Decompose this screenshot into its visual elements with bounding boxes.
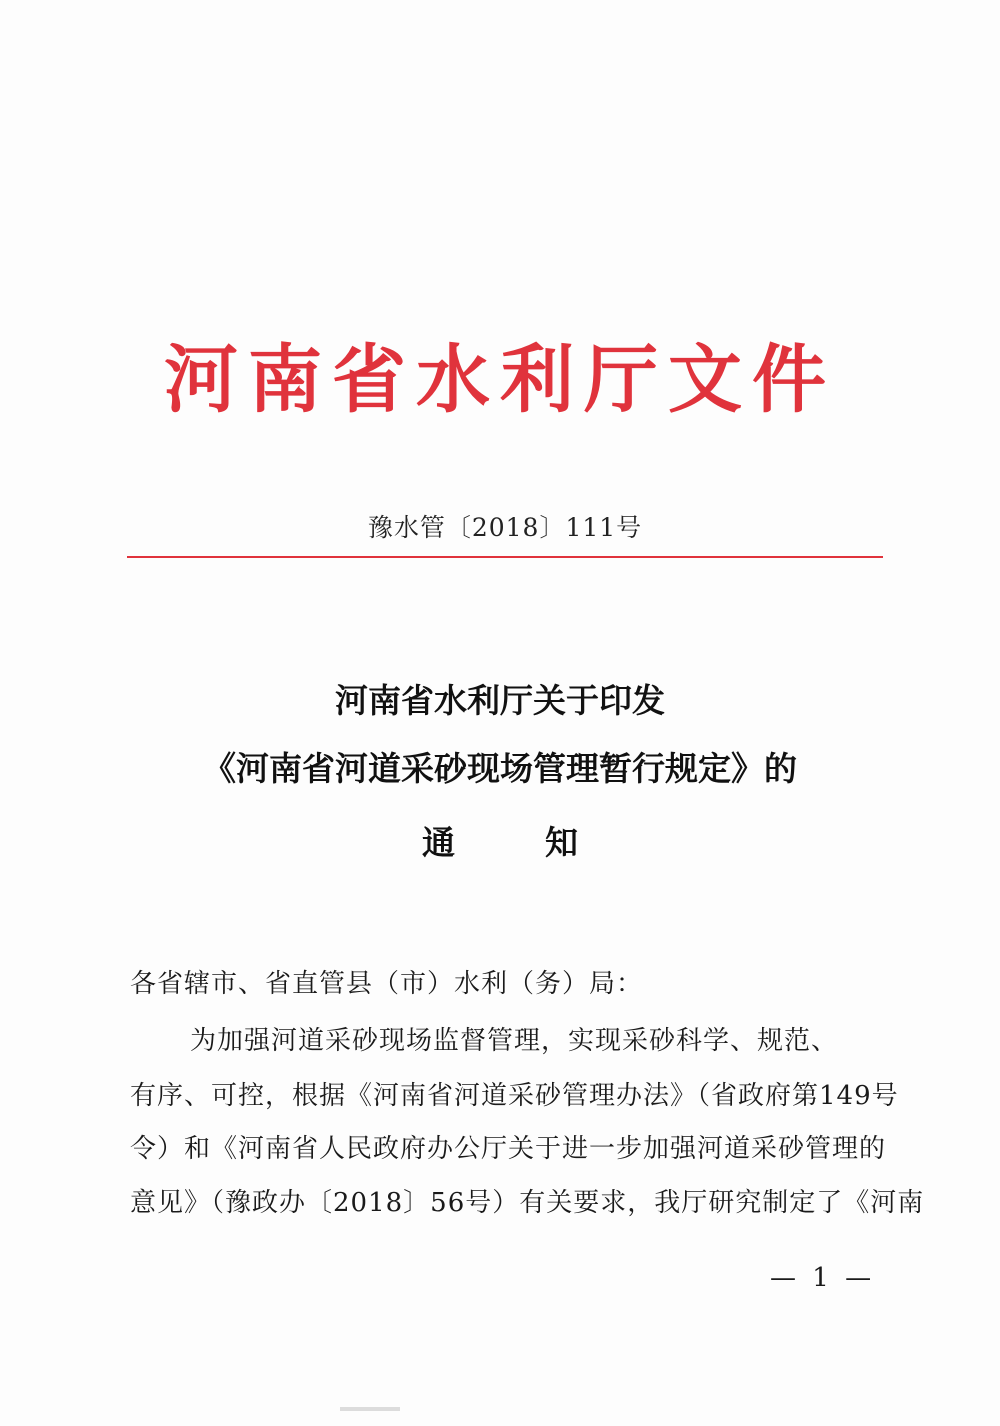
salutation: 各省辖市、省直管县（市）水利（务）局：	[130, 969, 644, 999]
scan-smudge	[340, 1407, 400, 1411]
body-line-3: 令）和《河南省人民政府办公厅关于进一步加强河道采砂管理的	[130, 1134, 887, 1164]
title-line-3: 通知	[422, 823, 668, 862]
body-line-2: 有序、可控，根据《河南省河道采砂管理办法》（省政府第149号	[130, 1081, 899, 1111]
document-masthead: 河南省水利厅文件	[164, 337, 836, 423]
red-separator-line	[127, 556, 883, 558]
document-number: 豫水管〔2018〕111号	[367, 513, 643, 542]
title-line-2: 《河南省河道采砂现场管理暂行规定》的	[203, 749, 797, 788]
body-line-4: 意见》（豫政办〔2018〕56号）有关要求，我厅研究制定了《河南	[130, 1188, 925, 1218]
body-line-1: 为加强河道采砂现场监督管理，实现采砂科学、规范、	[190, 1026, 839, 1056]
page-number: — 1 —	[770, 1263, 876, 1293]
title-line-1: 河南省水利厅关于印发	[335, 681, 665, 720]
